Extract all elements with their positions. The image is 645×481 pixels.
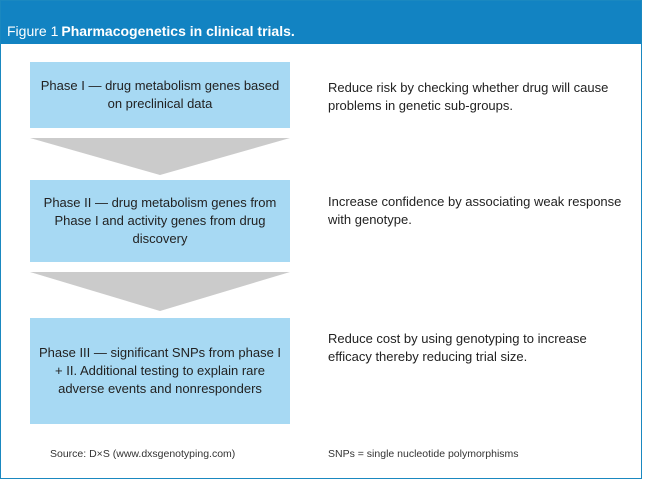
- figure-header: [1, 1, 641, 44]
- phase-3-box: Phase III — significant SNPs from phase I + II. Additional testing to explain rare adverse events and nonresponders: [30, 318, 290, 424]
- phase-3-description: Reduce cost by using genotyping to increase efficacy thereby reducing trial size.: [328, 331, 587, 364]
- phase-2-box: Phase II — drug metabolism genes from Phase I and activity genes from drug discovery: [30, 180, 290, 262]
- phase-1-description: Reduce risk by checking whether drug will cause problems in genetic sub-groups.: [328, 80, 609, 113]
- figure-title: [7, 23, 295, 39]
- phase-2-description: Increase confidence by associating weak response with genotype.: [328, 194, 622, 227]
- down-arrow-icon: [30, 272, 290, 311]
- figure-name: Pharmacogenetics in clinical trials.: [61, 23, 295, 39]
- source-note: Source: D×S (www.dxsgenotyping.com): [50, 448, 236, 460]
- abbreviation-note: SNPs = single nucleotide polymorphisms: [328, 448, 519, 460]
- down-arrow-icon: [30, 138, 290, 175]
- figure-label: Figure 1: [7, 23, 59, 39]
- phase-1-box: Phase I — drug metabolism genes based on preclinical data: [30, 62, 290, 128]
